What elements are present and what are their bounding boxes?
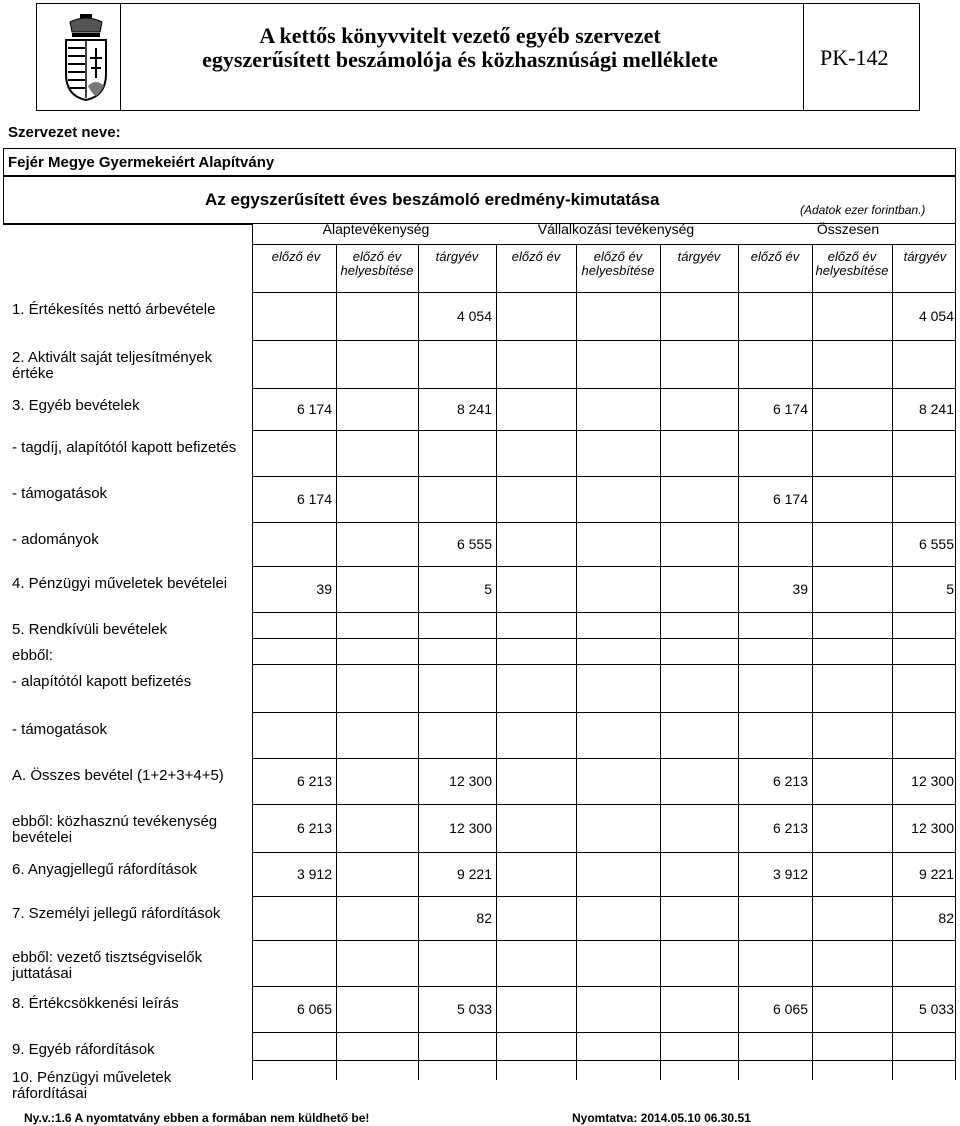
- column-header: tárgyév: [677, 249, 721, 264]
- value-cell: 6 065: [296, 1001, 332, 1017]
- row-label: 9. Egyéb ráfordítások: [12, 1041, 155, 1058]
- value-cell: 8 241: [918, 401, 954, 417]
- value-cell: 5 033: [918, 1001, 954, 1017]
- row-label: 3. Egyéb bevételek: [12, 397, 140, 414]
- value-cell: 4 054: [456, 308, 492, 324]
- row-label: 10. Pénzügyi műveletek ráfordításai: [12, 1069, 172, 1102]
- print-timestamp: Nyomtatva: 2014.05.10 06.30.51: [572, 1111, 751, 1125]
- unit-note: (Adatok ezer forintban.): [800, 203, 926, 217]
- value-cell: 5: [946, 581, 954, 597]
- value-cell: 12 300: [449, 820, 492, 836]
- row-label: 1. Értékesítés nettó árbevétele: [12, 301, 216, 318]
- row-label: 8. Értékcsökkenési leírás: [12, 995, 179, 1012]
- value-cell: 6 213: [772, 773, 808, 789]
- form-code: PK-142: [820, 45, 889, 70]
- value-cell: 3 912: [296, 866, 332, 882]
- value-cell: 5: [484, 581, 492, 597]
- value-cell: 12 300: [911, 820, 954, 836]
- column-header: előző év helyesbítése: [581, 249, 655, 278]
- value-cell: 3 912: [772, 866, 808, 882]
- value-cell: 5 033: [456, 1001, 492, 1017]
- column-header: tárgyév: [435, 249, 479, 264]
- value-cell: 12 300: [449, 773, 492, 789]
- column-header: előző év helyesbítése: [815, 249, 889, 278]
- row-label: ebből: vezető tisztségviselők juttatásai: [12, 949, 203, 982]
- org-label: Szervezet neve:: [8, 124, 121, 141]
- value-cell: 82: [476, 910, 492, 926]
- row-label: 6. Anyagjellegű ráfordítások: [12, 861, 198, 878]
- group-header-alap: Alaptevékenység: [322, 221, 430, 237]
- column-header: előző év helyesbítése: [340, 249, 414, 278]
- column-header: előző év: [750, 249, 800, 264]
- column-header: előző év: [511, 249, 561, 264]
- value-cell: 39: [792, 581, 808, 597]
- value-cell: 9 221: [456, 866, 492, 882]
- value-cell: 6 213: [772, 820, 808, 836]
- value-cell: 6 174: [772, 401, 808, 417]
- value-cell: 82: [938, 910, 954, 926]
- group-header-osszesen: Összesen: [816, 221, 880, 237]
- row-label: ebből:: [12, 647, 53, 664]
- value-cell: 12 300: [911, 773, 954, 789]
- coat-of-arms-icon: [58, 8, 114, 104]
- value-cell: 9 221: [918, 866, 954, 882]
- value-cell: 39: [316, 581, 332, 597]
- value-cell: 8 241: [456, 401, 492, 417]
- row-label: 2. Aktivált saját teljesítmények értéke: [12, 349, 213, 382]
- row-label: - támogatások: [12, 721, 108, 738]
- value-cell: 4 054: [918, 308, 954, 324]
- org-name: Fejér Megye Gyermekeiért Alapítvány: [8, 154, 275, 171]
- row-label: 4. Pénzügyi műveletek bevételei: [12, 575, 228, 592]
- group-header-vallalkozasi: Vállalkozási tevékenység: [537, 221, 695, 237]
- row-label: - adományok: [12, 531, 99, 548]
- row-label: 5. Rendkívüli bevételek: [12, 621, 168, 638]
- value-cell: 6 213: [296, 820, 332, 836]
- value-cell: 6 174: [296, 401, 332, 417]
- column-header: tárgyév: [903, 249, 947, 264]
- row-label: ebből: közhasznú tevékenység bevételei: [12, 813, 218, 846]
- value-cell: 6 065: [772, 1001, 808, 1017]
- value-cell: 6 213: [296, 773, 332, 789]
- row-label: - alapítótól kapott befizetés: [12, 673, 192, 690]
- table-title: Az egyszerűsített éves beszámoló eredmény-kimutatása: [205, 190, 660, 209]
- value-cell: 6 174: [296, 491, 332, 507]
- value-cell: 6 174: [772, 491, 808, 507]
- form-title-line1: A kettős könyvvitelt vezető egyéb szervezet: [259, 23, 661, 48]
- column-header: előző év: [271, 249, 321, 264]
- value-cell: 6 555: [918, 536, 954, 552]
- row-label: 7. Személyi jellegű ráfordítások: [12, 905, 221, 922]
- value-cell: 6 555: [456, 536, 492, 552]
- row-label: - támogatások: [12, 485, 108, 502]
- row-label: - tagdíj, alapítótól kapott befizetés: [12, 439, 237, 456]
- row-label: A. Összes bevétel (1+2+3+4+5): [12, 767, 224, 784]
- form-title-line2: egyszerűsített beszámolója és közhasznúsági melléklete: [202, 47, 718, 72]
- footer-note: Ny.v.:1.6 A nyomtatvány ebben a formában nem küldhető be!: [24, 1111, 370, 1125]
